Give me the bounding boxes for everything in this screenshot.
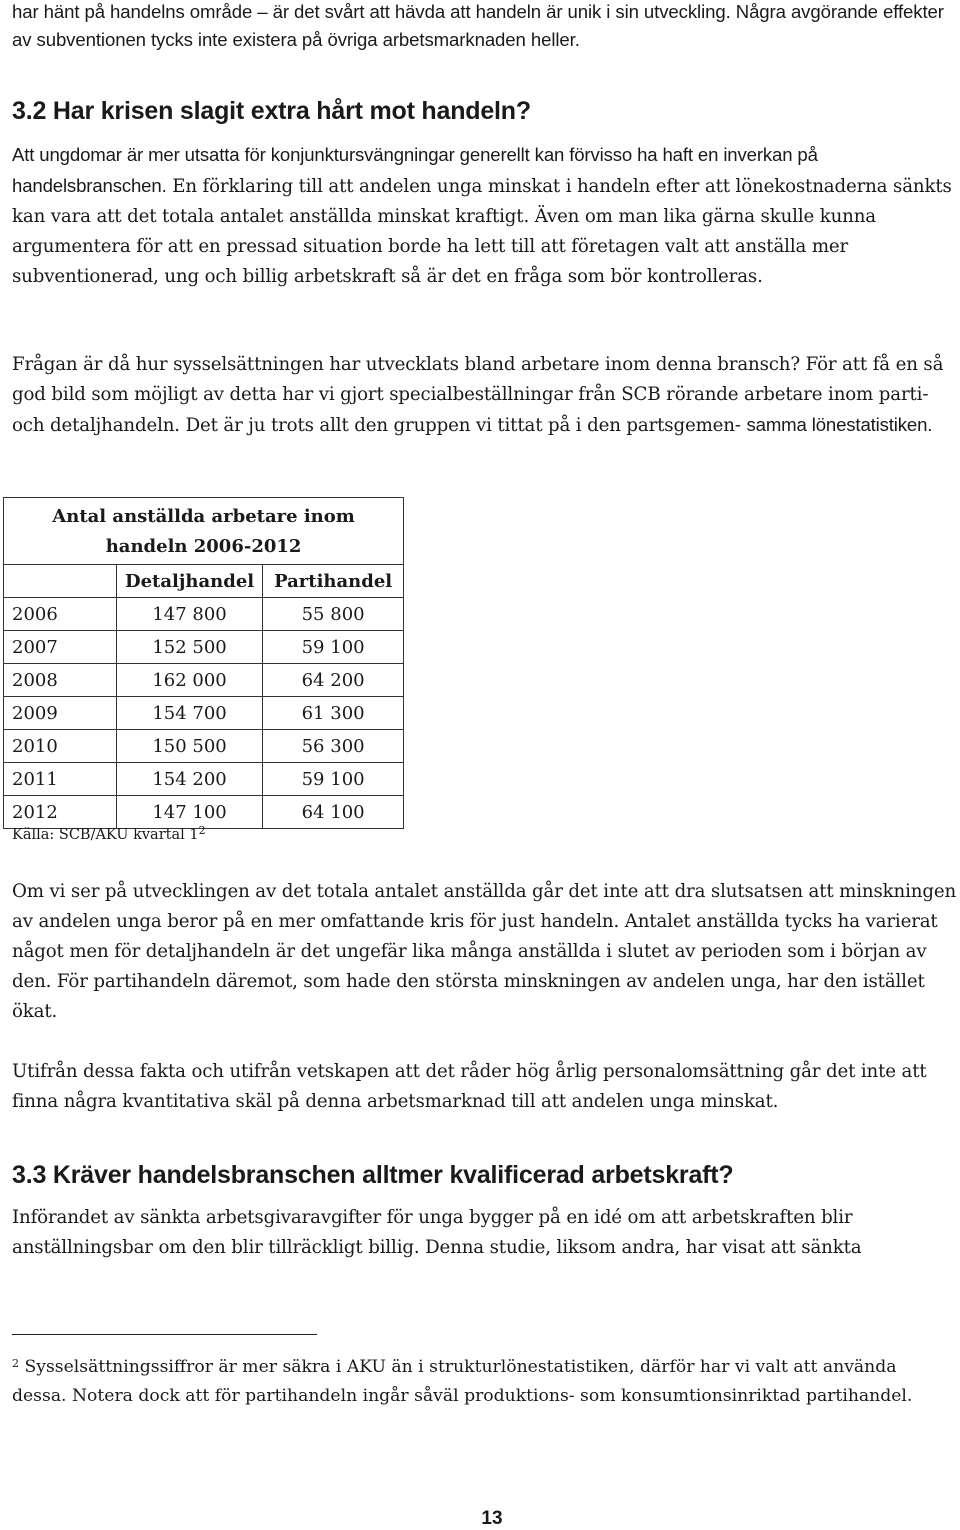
table-title bbox=[4, 498, 404, 565]
section-3-2-paragraph-1 bbox=[12, 140, 956, 292]
year-cell: 2010 bbox=[4, 730, 117, 763]
year-cell: 2011 bbox=[4, 763, 117, 796]
header-year-cell bbox=[4, 565, 117, 598]
year-cell: 2006 bbox=[4, 598, 117, 631]
year-cell: 2007 bbox=[4, 631, 117, 664]
header-detaljhandel: Detaljhandel bbox=[117, 565, 263, 598]
partihandel-cell: 61 300 bbox=[263, 697, 404, 730]
table-header-row bbox=[4, 565, 404, 598]
paragraph-4 bbox=[12, 1057, 956, 1117]
section-3-3-paragraph bbox=[12, 1203, 956, 1263]
table-row bbox=[4, 697, 404, 730]
header-partihandel: Partihandel bbox=[263, 565, 404, 598]
year-cell: 2012 bbox=[4, 796, 117, 829]
partihandel-cell: 64 100 bbox=[263, 796, 404, 829]
footnote bbox=[12, 1349, 956, 1411]
table-title-line-2: handeln 2006-2012 bbox=[105, 536, 302, 557]
section-3-2-heading: 3.2 Har krisen slagit extra hårt mot handeln? bbox=[12, 97, 531, 125]
intro-text: har hänt på handelns område – är det svårt att hävda att handeln är unik i sin utveckling. Några avgörande effekter av subventionen tycks inte existera på övriga arbetsmarknaden heller. bbox=[12, 1, 944, 50]
table-source bbox=[12, 824, 206, 843]
footnote-divider bbox=[12, 1334, 317, 1335]
detaljhandel-cell: 154 200 bbox=[117, 763, 263, 796]
detaljhandel-cell: 152 500 bbox=[117, 631, 263, 664]
paragraph-4-text: Utifrån dessa fakta och utifrån vetskapen att det råder hög årlig personalomsättning går det inte att finna några kvantitativa skäl på denna arbetsmarknad till att andelen unga minskat. bbox=[12, 1061, 927, 1112]
partihandel-cell: 64 200 bbox=[263, 664, 404, 697]
page-number: 13 bbox=[481, 1508, 503, 1529]
table-row bbox=[4, 664, 404, 697]
section-3-2 bbox=[12, 96, 956, 126]
year-cell: 2009 bbox=[4, 697, 117, 730]
detaljhandel-cell: 147 800 bbox=[117, 598, 263, 631]
table-source-text: Källa: SCB/AKU kvartal 1 bbox=[12, 827, 199, 843]
table-row bbox=[4, 763, 404, 796]
footnote-number: 2 bbox=[12, 1357, 19, 1370]
partihandel-cell: 56 300 bbox=[263, 730, 404, 763]
footnote-text: Sysselsättningssiffror är mer säkra i AKU än i strukturlönestatistiken, därför har vi valt att använda dessa. Notera dock att för partihandeln ingår såväl produktions- som konsumtionsinriktad partihandel. bbox=[12, 1357, 913, 1406]
table-title-row bbox=[4, 498, 404, 565]
table-title-line-1: Antal anställda arbetare inom bbox=[52, 506, 355, 527]
partihandel-cell: 59 100 bbox=[263, 763, 404, 796]
paragraph-2-sans-part: samma lönestatistiken. bbox=[746, 414, 933, 435]
paragraph-1-sans-part: Att ungdomar är mer utsatta för konjunktursvängningar generellt kan förvisso ha haft en inverkan på handelsbranschen. bbox=[12, 144, 818, 196]
paragraph-3-text: Om vi ser på utvecklingen av det totala antalet anställda går det inte att dra slutsatsen att minskningen av andelen unga beror på en mer omfattande kris för just handeln. Antalet anställda tycks ha varierat något men för detaljhandeln är det ungefär lika många anställda i slutet av perioden som i början av den. För partihandeln däremot, som hade den största minskningen av andelen unga, har den istället ökat. bbox=[12, 881, 957, 1022]
intro-paragraph bbox=[12, 0, 956, 54]
table-row bbox=[4, 598, 404, 631]
table-row bbox=[4, 631, 404, 664]
footnote-reference[interactable]: 2 bbox=[198, 824, 206, 837]
paragraph-3 bbox=[12, 877, 956, 1027]
section-3-3 bbox=[12, 1160, 956, 1190]
section-3-2-paragraph-2 bbox=[12, 350, 956, 441]
table-row bbox=[4, 730, 404, 763]
paragraph-1-serif-part: En förklaring till att andelen unga minskat i handeln efter att lönekostnaderna sänkts kan vara att det totala antalet anställda minskat kraftigt. Även om man lika gärna skulle kunna argumentera för att en pressad situation borde ha lett till att företagen valt att anställa mer subventionerad, ung och billig arbetskraft så är det en fråga som bör kontrolleras. bbox=[12, 176, 952, 287]
paragraph-2-serif-part: Frågan är då hur sysselsättningen har utvecklats bland arbetare inom denna bransch? För att få en så god bild som möjligt av detta har vi gjort specialbeställningar från SCB rörande arbetare inom parti- och detaljhandeln. Det är ju trots allt den gruppen vi tittat på i den partsgemen- bbox=[12, 354, 944, 436]
section-3-3-heading: 3.3 Kräver handelsbranschen alltmer kvalificerad arbetskraft? bbox=[12, 1161, 734, 1189]
detaljhandel-cell: 147 100 bbox=[117, 796, 263, 829]
detaljhandel-cell: 150 500 bbox=[117, 730, 263, 763]
partihandel-cell: 55 800 bbox=[263, 598, 404, 631]
section-3-3-text: Införandet av sänkta arbetsgivaravgifter för unga bygger på en idé om att arbetskraften blir anställningsbar om den blir tillräckligt billig. Denna studie, liksom andra, har visat att sänkta bbox=[12, 1207, 862, 1258]
employees-table bbox=[3, 497, 404, 829]
partihandel-cell: 59 100 bbox=[263, 631, 404, 664]
year-cell: 2008 bbox=[4, 664, 117, 697]
detaljhandel-cell: 154 700 bbox=[117, 697, 263, 730]
detaljhandel-cell: 162 000 bbox=[117, 664, 263, 697]
